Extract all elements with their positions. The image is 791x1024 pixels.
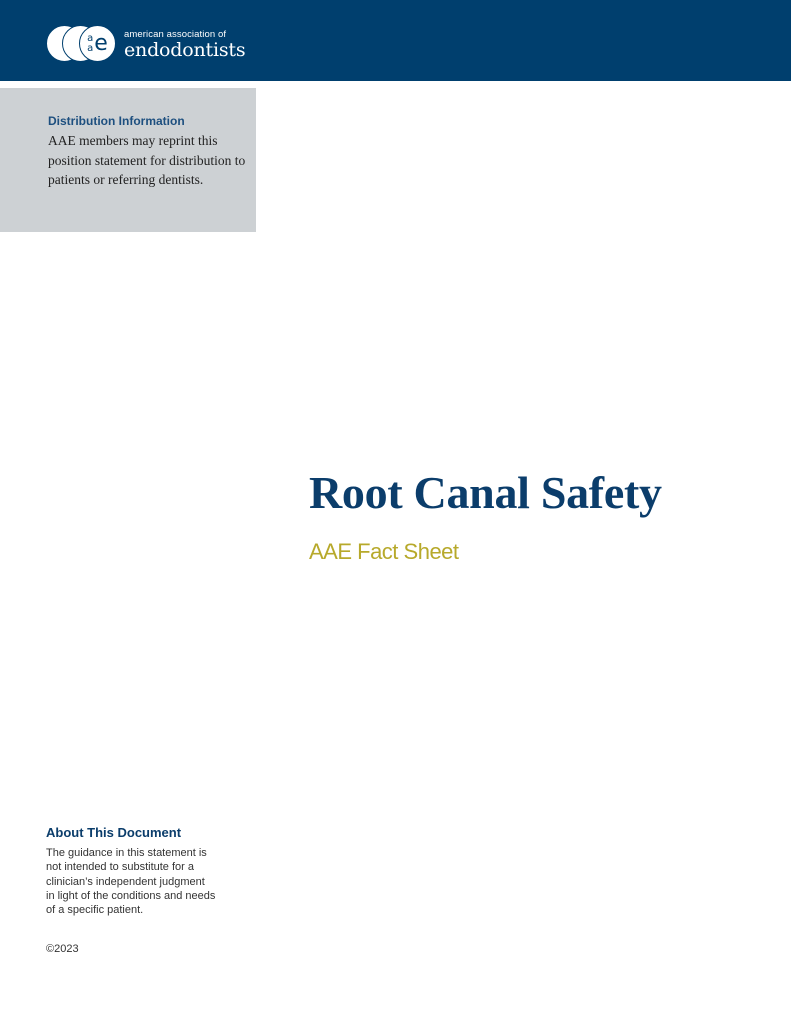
logo-glyph-bottom: a xyxy=(87,42,94,54)
logo-org-line1: american association of xyxy=(124,28,227,40)
document-subtitle: AAE Fact Sheet xyxy=(309,539,459,564)
aae-logo xyxy=(46,25,245,63)
logo-org-line2: endodontists xyxy=(124,38,246,61)
logo-monogram xyxy=(87,30,108,56)
logo-wordmark xyxy=(124,29,245,60)
logo-glyph-top: a xyxy=(87,32,94,44)
header-banner xyxy=(0,0,791,81)
aae-circles-icon xyxy=(46,25,118,63)
about-body: The guidance in this statement is not intended to substitute for a clinician’s independent judgment in light of the conditions and needs of a specific patient. xyxy=(46,847,216,917)
document-title: Root Canal Safety xyxy=(309,467,662,518)
logo-glyph-big: e xyxy=(94,30,108,56)
logo-circle-3 xyxy=(79,25,116,62)
copyright: ©2023 xyxy=(46,943,79,955)
distribution-title: Distribution Information xyxy=(48,114,185,128)
distribution-body: AAE members may reprint this position statement for distribution to patients or referring dentists. xyxy=(48,133,246,187)
about-title: About This Document xyxy=(46,825,182,840)
distribution-info-box xyxy=(0,88,256,232)
